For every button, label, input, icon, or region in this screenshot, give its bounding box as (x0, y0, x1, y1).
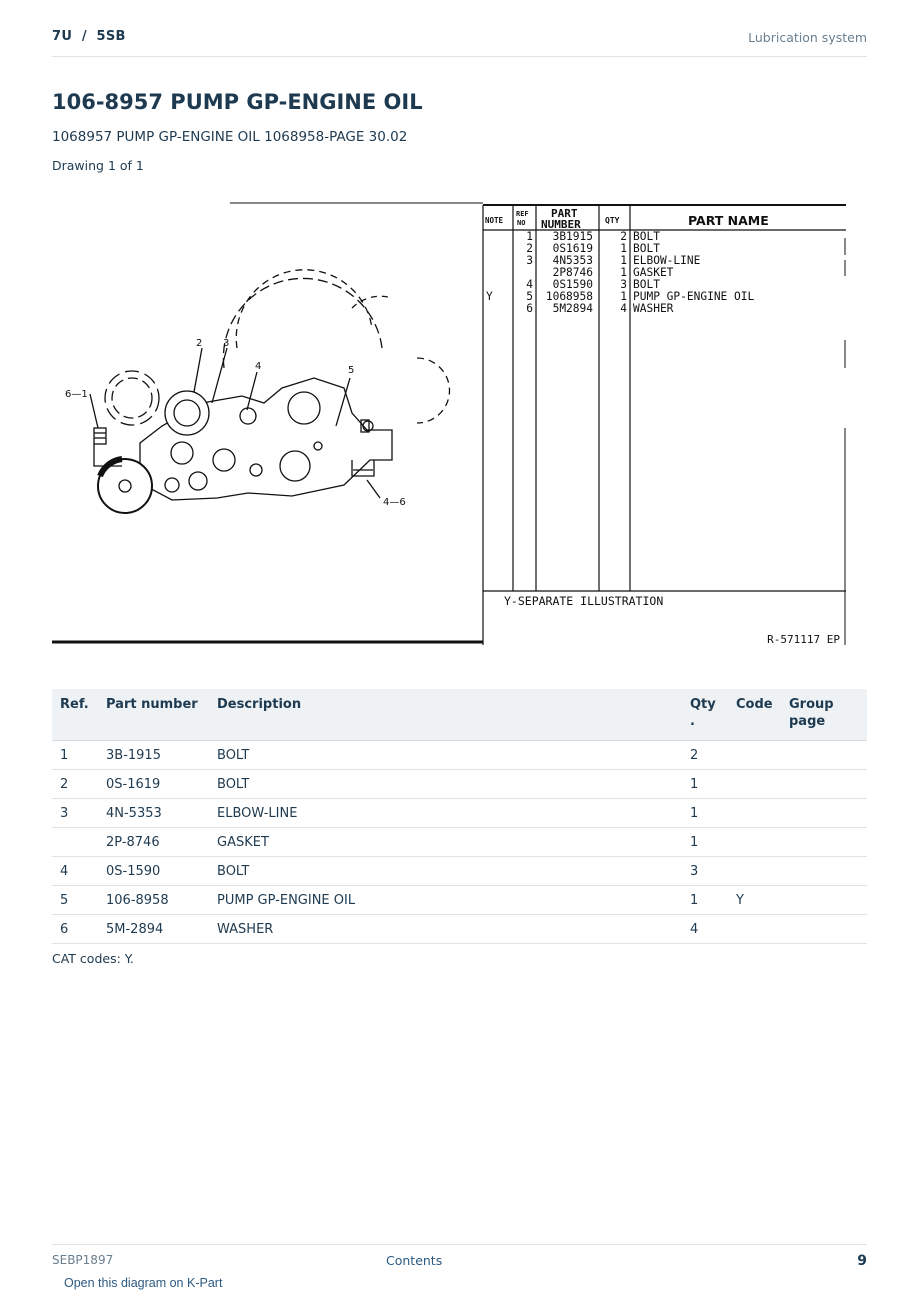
cell-code: Y (728, 886, 781, 915)
header-qty: QTY (605, 216, 620, 225)
row-5-name: BOLT (633, 278, 660, 291)
cell-ref (52, 828, 98, 857)
row-7-name: WASHER (633, 302, 674, 315)
callout-2: 2 (196, 338, 203, 349)
col-group-page: Group page (781, 689, 867, 741)
table-row (52, 741, 867, 770)
header-part: PART (551, 207, 578, 220)
parts-diagram[interactable] (52, 198, 848, 650)
separate-illustration-note: Y-SEPARATE ILLUSTRATION (504, 594, 664, 608)
cell-code (728, 857, 781, 886)
header-no: NO (517, 219, 526, 227)
cell-group-page (781, 857, 867, 886)
row-6-pn: 1068958 (545, 290, 593, 303)
row-6-ref: 5 (526, 290, 533, 303)
callout-4: 4 (255, 361, 262, 372)
table-row (52, 857, 867, 886)
cell-qty: 3 (682, 857, 728, 886)
table-row (52, 886, 867, 915)
cell-ref: 5 (52, 886, 98, 915)
document-id: SEBP1897 (52, 1253, 114, 1267)
col-code: Code (728, 689, 781, 741)
cell-ref: 1 (52, 741, 98, 770)
cell-part-number: 3B-1915 (98, 741, 209, 770)
row-5-pn: 0S1590 (552, 278, 593, 291)
cell-ref: 6 (52, 915, 98, 944)
cell-group-page (781, 828, 867, 857)
callout-5: 5 (348, 365, 355, 376)
cell-code (728, 741, 781, 770)
header-number: NUMBER (541, 218, 581, 231)
cell-part-number: 4N-5353 (98, 799, 209, 828)
cell-code (728, 799, 781, 828)
parts-table (52, 689, 867, 944)
page-number: 9 (857, 1253, 867, 1269)
row-3-ref: 3 (526, 254, 533, 267)
row-2-name: BOLT (633, 242, 660, 255)
cell-description: ELBOW-LINE (209, 799, 682, 828)
cell-group-page (781, 770, 867, 799)
row-6-qty: 1 (620, 290, 627, 303)
table-row (52, 770, 867, 799)
cell-description: BOLT (209, 857, 682, 886)
row-7-ref: 6 (526, 302, 533, 315)
drawing-count: Drawing 1 of 1 (52, 158, 144, 173)
row-2-qty: 1 (620, 242, 627, 255)
row-4-name: GASKET (633, 266, 674, 279)
row-3-qty: 1 (620, 254, 627, 267)
row-2-pn: 0S1619 (552, 242, 593, 255)
breadcrumb[interactable]: 7U / 5SB (52, 29, 126, 44)
table-row (52, 799, 867, 828)
cell-qty: 1 (682, 886, 728, 915)
cell-part-number: 0S-1619 (98, 770, 209, 799)
header-note: NOTE (485, 216, 504, 225)
cell-part-number: 0S-1590 (98, 857, 209, 886)
contents-link[interactable]: Contents (386, 1253, 443, 1268)
row-6-note: Y (486, 290, 493, 303)
table-header-row (52, 689, 867, 741)
row-2-ref: 2 (526, 242, 533, 255)
page-subtitle: 1068957 PUMP GP-ENGINE OIL 1068958-PAGE 30.02 (52, 129, 408, 145)
cell-qty: 2 (682, 741, 728, 770)
cell-qty: 1 (682, 828, 728, 857)
row-4-qty: 1 (620, 266, 627, 279)
header-part-name: PART NAME (688, 213, 769, 228)
row-1-pn: 3B1915 (552, 230, 593, 243)
cell-description: BOLT (209, 770, 682, 799)
row-3-pn: 4N5353 (552, 254, 593, 267)
col-part-number: Part number (98, 689, 209, 741)
cell-code (728, 770, 781, 799)
cell-group-page (781, 886, 867, 915)
cell-group-page (781, 799, 867, 828)
oil-pump-illustration (90, 270, 450, 513)
row-3-name: ELBOW-LINE (633, 254, 701, 267)
cell-description: WASHER (209, 915, 682, 944)
row-5-ref: 4 (526, 278, 533, 291)
row-1-ref: 1 (526, 230, 533, 243)
cell-ref: 4 (52, 857, 98, 886)
page-footer (52, 1244, 867, 1275)
cell-qty: 1 (682, 799, 728, 828)
cell-qty: 1 (682, 770, 728, 799)
cell-description: PUMP GP-ENGINE OIL (209, 886, 682, 915)
row-5-qty: 3 (620, 278, 627, 291)
cell-part-number: 2P-8746 (98, 828, 209, 857)
row-7-pn: 5M2894 (552, 302, 593, 315)
table-row (52, 915, 867, 944)
cell-ref: 2 (52, 770, 98, 799)
row-1-name: BOLT (633, 230, 660, 243)
diagram-parts-table (483, 205, 846, 646)
callout-6-1: 6—1 (65, 389, 88, 400)
cell-part-number: 106-8958 (98, 886, 209, 915)
cell-code (728, 915, 781, 944)
cell-qty: 4 (682, 915, 728, 944)
callout-4-6: 4—6 (383, 497, 406, 508)
col-ref: Ref. (52, 689, 98, 741)
row-7-qty: 4 (620, 302, 627, 315)
cat-codes-note: CAT codes: Y. (52, 951, 134, 966)
cell-code (728, 828, 781, 857)
page-header (52, 29, 867, 57)
cell-description: GASKET (209, 828, 682, 857)
page-title: 106-8957 PUMP GP-ENGINE OIL (52, 90, 423, 114)
row-6-name: PUMP GP-ENGINE OIL (633, 290, 755, 303)
cell-part-number: 5M-2894 (98, 915, 209, 944)
cell-ref: 3 (52, 799, 98, 828)
kpart-link[interactable]: Open this diagram on K-Part (64, 1276, 223, 1290)
col-qty: Qty . (682, 689, 728, 741)
row-1-qty: 2 (620, 230, 627, 243)
header-ref: REF (516, 210, 529, 218)
cell-group-page (781, 915, 867, 944)
cell-description: BOLT (209, 741, 682, 770)
cell-group-page (781, 741, 867, 770)
callout-3: 3 (223, 338, 230, 349)
drawing-code: R-571117 EP (767, 633, 840, 646)
table-row (52, 828, 867, 857)
col-description: Description (209, 689, 682, 741)
section-name: Lubrication system (748, 30, 867, 45)
row-4-pn: 2P8746 (552, 266, 593, 279)
